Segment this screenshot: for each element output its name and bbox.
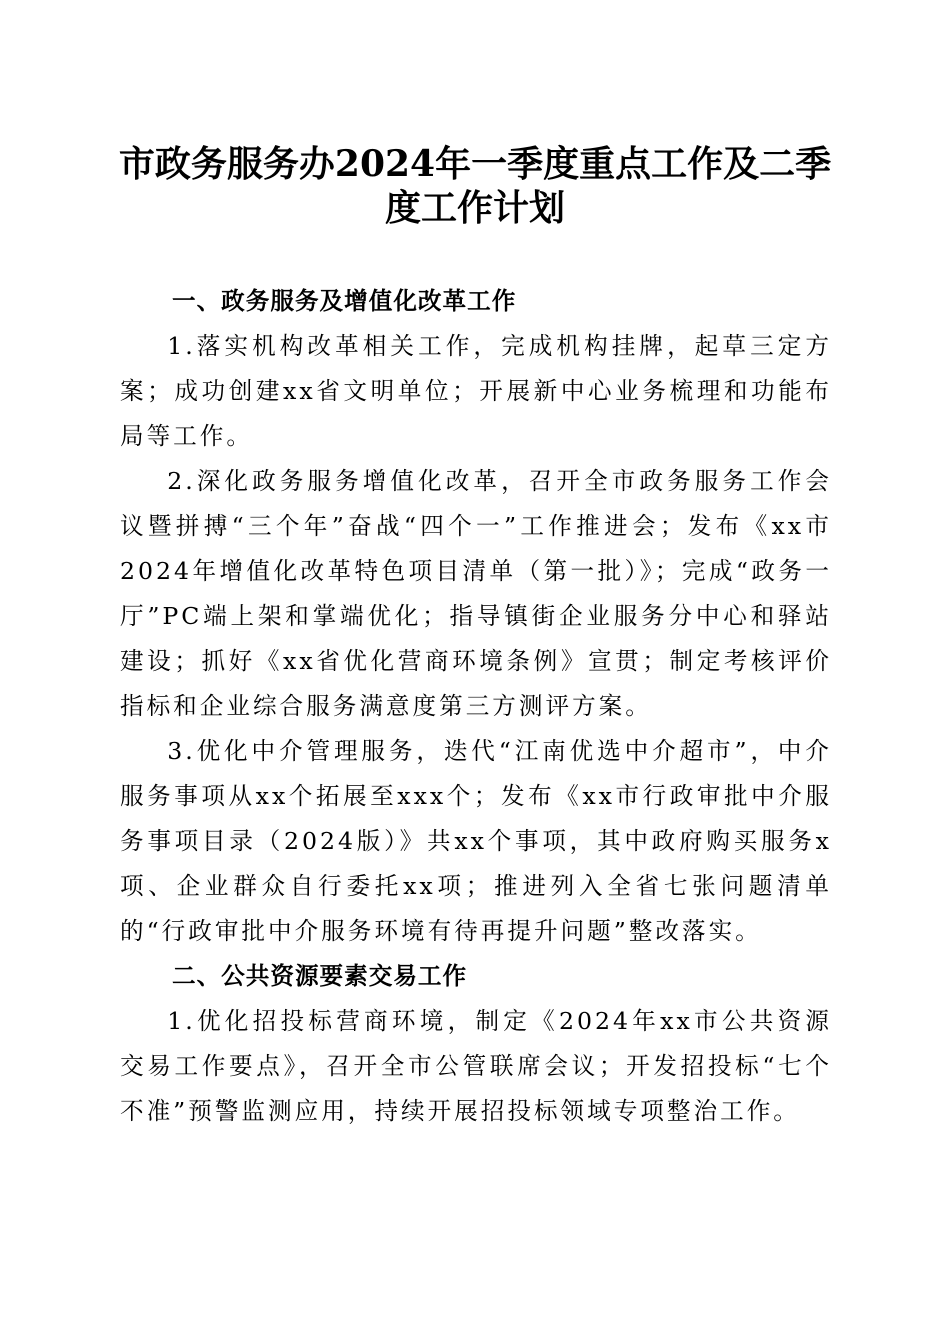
paragraph: 3.优化中介管理服务，迭代“江南优选中介超市”，中介服务事项从xx个拓展至xxx个；发布《xx市行政审批中介服务事项目录（2024版）》共xx个事项，其中政府购买服务x项、企业群众自行委托xx项；推进列入全省七张问题清单的“行政审批中介服务环境有待再提升问题”整改落实。 — [120, 737, 832, 945]
document-body — [120, 279, 832, 1134]
document-title-line-2: 度工作计划 — [384, 187, 565, 229]
section-heading: 二、公共资源要素交易工作 — [172, 962, 468, 990]
paragraph: 1.落实机构改革相关工作，完成机构挂牌，起草三定方案；成功创建xx省文明单位；开展新中心业务梳理和功能布局等工作。 — [120, 332, 832, 450]
paragraph: 2.深化政务服务增值化改革，召开全市政务服务工作会议暨拼搏“三个年”奋战“四个一”工作推进会；发布《xx市2024年增值化改革特色项目清单（第一批）》；完成“政务一厅”PC端上架和掌端优化；指导镇街企业服务分中心和驿站建设；抓好《xx省优化营商环境条例》宣贯；制定考核评价指标和企业综合服务满意度第三方测评方案。 — [120, 467, 832, 720]
document-title-line-1: 市政务服务办2024年一季度重点工作及二季 — [118, 143, 832, 185]
section-heading: 一、政务服务及增值化改革工作 — [172, 287, 517, 315]
paragraph: 1.优化招投标营商环境，制定《2024年xx市公共资源交易工作要点》，召开全市公管联席会议；开发招投标“七个不准”预警监测应用，持续开展招投标领域专项整治工作。 — [120, 1007, 832, 1125]
